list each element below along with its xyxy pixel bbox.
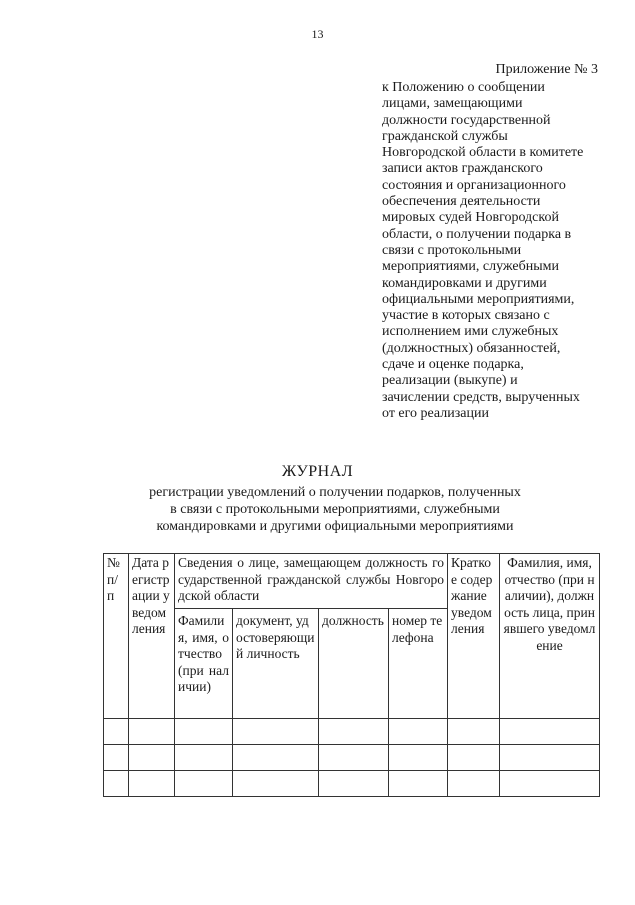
journal-subtitle-line: командировками и другими официальными мероприятиями: [156, 519, 514, 534]
journal-table: [103, 553, 600, 797]
header-accepted-by: Фамилия, имя, отчество (при наличии), должность лица, принявшего уведомление: [500, 554, 600, 719]
table-cell: [319, 719, 389, 745]
appendix-line: сдаче и оценке подарка,: [382, 357, 524, 373]
table-cell: [233, 719, 319, 745]
table-row: [104, 771, 600, 797]
table-cell: [104, 771, 129, 797]
journal-subtitle-line: в связи с протокольными мероприятиями, служебными: [170, 502, 500, 517]
header-num: № п/п: [104, 554, 129, 719]
header-person-info: Сведения о лице, замещающем должность государственной гражданской службы Новгородской области: [175, 554, 448, 609]
appendix-line: записи актов гражданского: [382, 161, 543, 177]
table-cell: [389, 719, 448, 745]
header-summary: Краткое содержание уведомления: [448, 554, 500, 719]
table-cell: [129, 719, 175, 745]
subheader-full-name: Фамилия, имя, отчество (при наличии): [175, 609, 233, 719]
table-cell: [175, 771, 233, 797]
appendix-line: реализации (выкупе) и: [382, 373, 518, 389]
table-cell: [448, 745, 500, 771]
journal-subtitle-line: регистрации уведомлений о получении подарков, полученных: [149, 485, 521, 500]
appendix-line: области, о получении подарка в: [382, 226, 572, 242]
table-cell: [319, 771, 389, 797]
appendix-line: командировками и другими: [382, 275, 547, 291]
table-cell: [129, 745, 175, 771]
appendix-line: зачислении средств, вырученных: [382, 389, 580, 405]
table-cell: [500, 745, 600, 771]
table-cell: [389, 771, 448, 797]
appendix-line: мировых судей Новгородской: [382, 210, 559, 226]
journal-subtitle: [100, 484, 570, 535]
appendix-line: связи с протокольными: [382, 242, 522, 258]
table-cell: [500, 719, 600, 745]
table-cell: [389, 745, 448, 771]
table-cell: [448, 771, 500, 797]
appendix-line: лицами, замещающими: [382, 96, 523, 112]
appendix-title: Приложение № 3: [495, 62, 598, 77]
table-cell: [233, 771, 319, 797]
appendix-line: к Положению о сообщении: [382, 80, 545, 95]
table-cell: [448, 719, 500, 745]
table-row: [104, 719, 600, 745]
appendix-body: [382, 80, 599, 422]
header-date: Дата регистрации уведомления: [129, 554, 175, 719]
journal-title: ЖУРНАЛ: [281, 463, 354, 480]
appendix-line: мероприятиями, служебными: [382, 259, 559, 275]
table-cell: [104, 745, 129, 771]
appendix-line: от его реализации: [382, 405, 489, 421]
table-cell: [104, 719, 129, 745]
appendix-line: участие в которых связано с: [382, 308, 550, 324]
table-cell: [500, 771, 600, 797]
appendix-line: исполнением ими служебных: [382, 324, 559, 340]
subheader-document: документ, удостоверяющий личность: [233, 609, 319, 719]
appendix-line: обеспечения деятельности: [382, 194, 541, 210]
appendix-line: гражданской службы: [382, 128, 508, 144]
table-cell: [175, 719, 233, 745]
appendix-line: должности государственной: [382, 112, 551, 128]
subheader-position: должность: [319, 609, 389, 719]
appendix-line: Новгородской области в комитете: [382, 145, 584, 161]
table-cell: [233, 745, 319, 771]
table-cell: [175, 745, 233, 771]
table-row: [104, 745, 600, 771]
appendix-line: состояния и организационного: [382, 177, 566, 193]
appendix-line: (должностных) обязанностей,: [382, 340, 561, 356]
subheader-phone: номер телефона: [389, 609, 448, 719]
appendix-line: официальными мероприятиями,: [382, 291, 575, 307]
table-cell: [129, 771, 175, 797]
page-number: 13: [311, 27, 324, 41]
table-cell: [319, 745, 389, 771]
